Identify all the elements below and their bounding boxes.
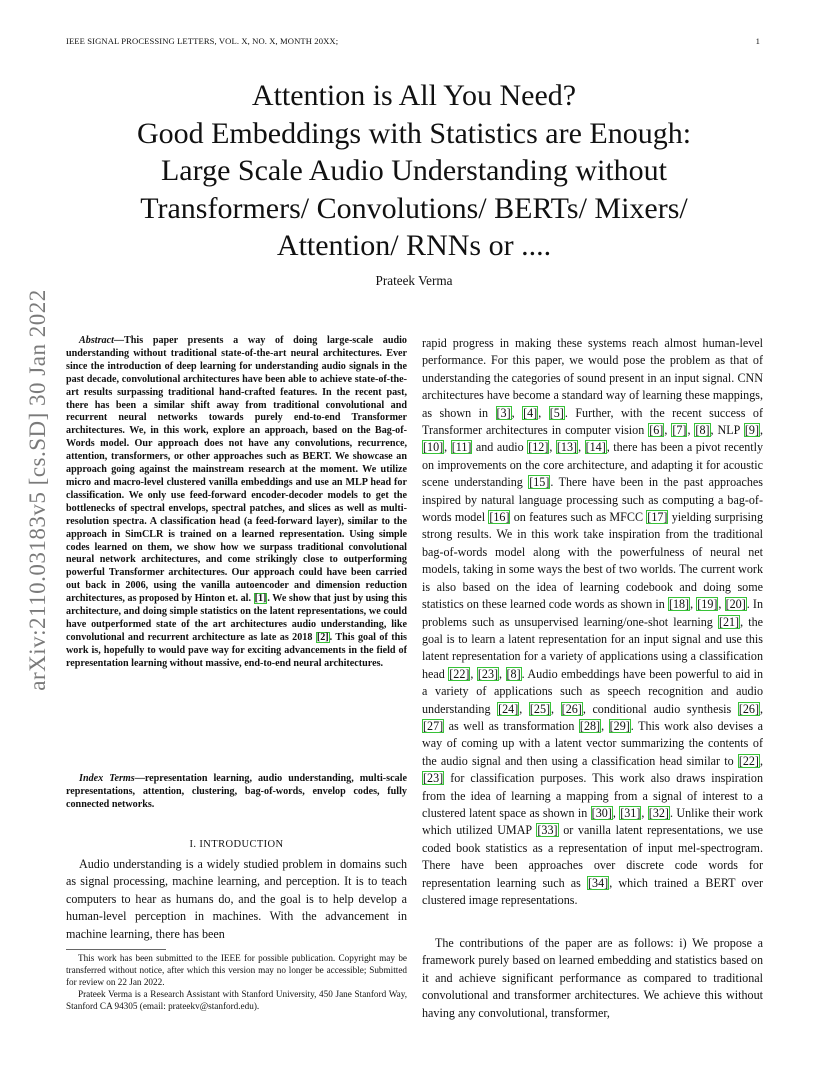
body-text: , there has been a pivot recently on improvements on the core architecture, and adapting it for acoustic scene understanding: [422, 440, 763, 490]
body-text: ,: [499, 666, 506, 681]
footnote-author: Prateek Verma is a Research Assistant with Stanford University, 450 Jane Stanford Way, Stanford CA 94305 (email: prateekv@stanford.edu).: [66, 989, 407, 1011]
abstract-text: —This paper presents a way of doing large-scale audio understanding without traditional state-of-the-art neural architectures. Ever since the introduction of deep learning for understanding audio signals in the past decade, convolutional architectures have been able to achieve state-of-the-art results surpassing traditional hand-crafted features. In the recent past, there has been a similar shift away from traditional convolutional and recurrent neural networks towards purely end-to-end Transformer architectures. We, in this work, explore an approach, based on the Bag-of-Words model. Our approach does not have any convolutions, recurrence, attention, transformers, or other approaches such as BERT. We showcase an approach going against the mainstream research at the moment. We utilize micro and macro-level clustered vanilla embeddings and use an MLP head for classification. We only use feed-forward encoder-decoder models to get the bottlenecks of spectral envelops, spectral patches, and slices as well as multi-resolution spectra. A classification head (a feed-forward layer), similar to the approach in SimCLR is trained on a learned representation. Using simple codes learned on them, we show how we surpass traditional convolutional neural network architectures, and come strikingly close to outperforming powerful Transformer architectures. Our approach could have been carried out back in 2006, using the vanilla autoencoder and dimension reduction architectures, as proposed by Hinton et. al.: [66, 335, 407, 605]
citation-link[interactable]: [33]: [537, 823, 558, 838]
citation-link[interactable]: [7]: [672, 423, 687, 438]
left-column: [66, 335, 407, 823]
citation-link[interactable]: [1]: [254, 593, 267, 605]
citation-link[interactable]: [25]: [529, 701, 551, 716]
body-text: . Further, with the recent success of Transformer architectures in computer vision: [422, 405, 763, 438]
body-text: ,: [549, 440, 556, 455]
citation-link[interactable]: [18]: [668, 597, 690, 612]
running-header: [66, 36, 762, 50]
body-text: or vanilla latent representations, we use coded book statistics as a representation of input mel-spectrogram. There have been approaches over discrete code words for representation learning such as: [422, 823, 763, 890]
body-text: as well as transformation: [444, 718, 579, 733]
citation-link[interactable]: [31]: [620, 805, 641, 820]
citation-link[interactable]: [8]: [695, 423, 710, 438]
index-terms-text: —representation learning, audio understanding, multi-scale representations, attention, clustering, bag-of-words, envelop codes, fully connected networks.: [66, 773, 407, 810]
citation-link[interactable]: [24]: [498, 701, 519, 716]
paper-title: [76, 77, 752, 265]
section-heading-introduction: I. INTRODUCTION: [189, 839, 284, 850]
citation-link[interactable]: [21]: [718, 614, 740, 629]
body-text: ,: [444, 440, 451, 455]
body-text: ,: [470, 666, 477, 681]
body-text: , which trained a BERT over clustered image representations.: [422, 875, 763, 907]
body-text: rapid progress in making these systems reach almost human-level performance. For this paper, we would pose the problem as that of understanding the categories of sound present in an input signal. CNN architectures have become a standard way of learning these mappings, as shown in: [422, 336, 763, 420]
arxiv-identifier: arXiv:2110.03183v5 [cs.SD] 30 Jan 2022: [25, 289, 50, 691]
abstract-label: Abstract: [79, 335, 114, 346]
citation-link[interactable]: [32]: [648, 805, 669, 820]
footnote-submission: This work has been submitted to the IEEE for possible publication. Copyright may be transferred without notice, after which this version may no longer be accessible; Submitted for review on 22 Jan 2022.: [66, 953, 407, 987]
body-text: , conditional audio synthesis: [582, 701, 738, 716]
author-name: Prateek Verma: [375, 273, 453, 288]
citation-link[interactable]: [29]: [609, 718, 630, 733]
abstract-text: . We show that just by using this architecture, and doing simple statistics on the latent representations, we could have outperformed state of the art architectures audio understanding, like convolutional and recurrent architecture as late as 2018: [66, 593, 407, 643]
body-text: . Unlike their work which utilized UMAP: [422, 805, 763, 838]
citation-link[interactable]: [15]: [529, 475, 550, 490]
citation-link[interactable]: [5]: [549, 405, 564, 420]
citation-link[interactable]: [27]: [423, 718, 444, 733]
citation-link[interactable]: [11]: [451, 440, 472, 455]
citation-link[interactable]: [3]: [496, 405, 511, 420]
journal-header: IEEE SIGNAL PROCESSING LETTERS, VOL. X, NO. X, MONTH 20XX;: [66, 36, 339, 46]
body-text: . This work also devises a way of coming up with a latent vector summarizing the contents of the audio signal and then using a classification head similar to: [422, 718, 763, 768]
citation-link[interactable]: [34]: [588, 875, 609, 890]
body-text: ,: [760, 701, 763, 716]
citation-link[interactable]: [20]: [725, 597, 746, 612]
body-text: ,: [664, 423, 672, 438]
body-text: yielding surprising strong results. We in this work take inspiration from the traditional bag-of-words model along with the powerfulness of neural net models, taking in some ways the best of two worlds. The current work is also based on the idea of learning codebook and doing some statistics on these learned code words as shown in: [422, 510, 763, 612]
body-text: ,: [759, 423, 763, 438]
citation-link[interactable]: [28]: [579, 718, 601, 733]
citation-link[interactable]: [19]: [697, 597, 718, 612]
title-line: Attention is All You Need?: [251, 79, 577, 112]
body-text: for classification purposes. This work also draws inspiration from the idea of learning a mapping from a signal of interest to a clustered latent space as shown in: [422, 771, 763, 820]
arxiv-stamp: [10, 290, 66, 690]
title-line: Large Scale Audio Understanding without: [160, 154, 667, 187]
citation-link[interactable]: [12]: [528, 440, 549, 455]
citation-link[interactable]: [13]: [556, 440, 578, 455]
body-text: ,: [519, 701, 529, 716]
body-text: ,: [687, 423, 695, 438]
citation-link[interactable]: [17]: [647, 510, 668, 525]
right-column: [422, 335, 763, 1021]
index-terms: [66, 773, 407, 813]
intro-paragraph: Audio understanding is a widely studied problem in domains such as signal processing, machine learning, and perception. It is to teach computers to hear as humans do, and the goal is to help develop a human-level perception in machines. With the advancement in machine learning, there has been: [66, 857, 407, 941]
citation-link[interactable]: [26]: [738, 701, 759, 716]
title-line: Good Embeddings with Statistics are Enough:: [136, 116, 692, 150]
abstract-text: . This goal of this work is, hopefully to would pave way for exciting advancements in the field of representation learning without massive, end-to-end neural architectures.: [66, 631, 407, 669]
citation-link[interactable]: [22]: [738, 753, 759, 768]
citation-link[interactable]: [8]: [506, 666, 521, 681]
body-text: ,: [601, 718, 609, 733]
body-text: ,: [538, 405, 549, 420]
title-line: Attention/ RNNs or ....: [276, 229, 552, 262]
citation-link[interactable]: [6]: [649, 423, 664, 438]
citation-link[interactable]: [22]: [449, 666, 470, 681]
body-text: . Audio embeddings have been powerful to aid in a variety of applications such as speech recognition and audio understanding: [422, 666, 763, 716]
body-text: , NLP: [710, 423, 744, 438]
title-line: Transformers/ Convolutions/ BERTs/ Mixers/: [140, 191, 688, 225]
body-text: ,: [511, 405, 523, 420]
citation-link[interactable]: [2]: [316, 631, 329, 643]
body-text: ,: [718, 597, 725, 612]
citation-link[interactable]: [16]: [489, 510, 510, 525]
intro-paragraph-continued: [422, 335, 763, 935]
contributions-paragraph: The contributions of the paper are as follows: i) We propose a framework purely based on learned embedding and statistics based on it and achieve significant performance as compared to traditional convolutional and transformer architectures. We achieve this without having any convolutional, transformer,: [422, 936, 763, 1020]
citation-link[interactable]: [23]: [423, 771, 444, 786]
body-text: , the goal is to learn a latent representation for an input signal and use this latent representation for a variety of applications using a classification head: [422, 614, 763, 681]
citation-link[interactable]: [14]: [585, 440, 606, 455]
citation-link[interactable]: [4]: [523, 405, 538, 420]
citation-link[interactable]: [9]: [744, 423, 759, 438]
body-text: and audio: [472, 440, 528, 455]
index-terms-label: Index Terms: [79, 773, 135, 784]
body-text: . In problems such as unsupervised learning/one-shot learning: [422, 597, 763, 629]
abstract: [66, 335, 407, 761]
citation-link[interactable]: [23]: [477, 666, 499, 681]
citation-link[interactable]: [10]: [423, 440, 444, 455]
citation-link[interactable]: [30]: [591, 805, 612, 820]
citation-link[interactable]: [26]: [561, 701, 582, 716]
footnote-rule: [66, 949, 166, 950]
body-text: ,: [551, 701, 561, 716]
body-text: ,: [690, 597, 697, 612]
page-number: 1: [755, 36, 760, 46]
body-text: ,: [612, 805, 620, 820]
body-text: . There have been in the past approaches inspired by natural language processing such as computing a bag-of-words model: [422, 475, 763, 525]
body-text: ,: [641, 805, 648, 820]
body-text: ,: [578, 440, 585, 455]
body-text: ,: [759, 753, 763, 768]
body-text: on features such as MFCC: [510, 510, 647, 525]
